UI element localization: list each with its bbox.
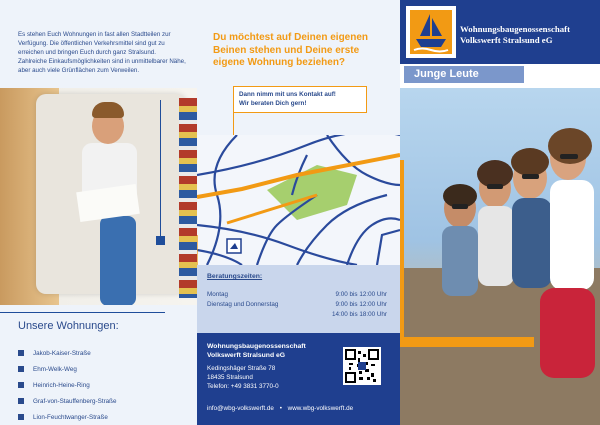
contact-line-1: Dann nimm mit uns Kontakt auf! xyxy=(239,91,336,98)
street-name: Lion-Feuchtwanger-Straße xyxy=(33,413,108,421)
company-line-2: Volkswerft Stralsund eG xyxy=(207,351,286,359)
list-item xyxy=(18,361,117,377)
company-name xyxy=(207,343,332,360)
square-bullet-icon xyxy=(18,350,24,356)
email-link[interactable]: info@wbg-volkswerft.de xyxy=(207,405,274,412)
headline: Du möchtest auf Deinen eigenen Beinen stehen und Deine erste eigene Wohnung beziehen? xyxy=(213,32,369,68)
section-tab xyxy=(404,66,524,83)
left-panel xyxy=(0,0,197,425)
contact-callout xyxy=(233,86,367,113)
company-line-1: Wohnungsbaugenossenschaft xyxy=(207,343,306,350)
city: 18435 Stralsund xyxy=(207,374,253,381)
person-hair xyxy=(92,102,124,118)
list-item xyxy=(18,345,117,361)
hours-time: 9:00 bis 12:00 Uhr xyxy=(335,291,387,298)
address-block xyxy=(197,333,400,425)
orange-accent-frame xyxy=(400,160,534,347)
qr-svg xyxy=(345,349,379,383)
tab-label: Junge Leute xyxy=(414,68,479,80)
list-item xyxy=(18,377,117,393)
brand-line-2: Volkswerft Stralsund eG xyxy=(460,34,553,45)
square-bullet-icon xyxy=(18,366,24,372)
company-logo xyxy=(406,6,456,58)
hours-title: Beratungszeiten: xyxy=(207,273,263,280)
square-bullet-icon xyxy=(18,414,24,420)
decor-square xyxy=(156,236,165,245)
decor-line xyxy=(160,100,161,240)
website-link[interactable]: www.wbg-volkswerft.de xyxy=(287,405,354,412)
intro-text: Es stehen Euch Wohnungen in fast allen Stadtteilen zur Verfügung. Die öffentlichen Verkehrsmittel sind gut zu erreichen und bringen Euch durch ganz Stralsund. Zahlreiche Einkaufsmöglichkeiten sind in unmittelbarer Nähe, aber auch viele Grünflächen zum Verweilen. xyxy=(18,31,186,74)
map-road xyxy=(377,230,400,265)
brand-name xyxy=(460,24,570,45)
street-name: Heinrich-Heine-Ring xyxy=(33,381,90,389)
square-bullet-icon xyxy=(18,382,24,388)
street-name: Ehm-Welk-Weg xyxy=(33,365,77,373)
man-on-sofa-photo xyxy=(0,88,197,305)
street-address: Kedingshäger Straße 78 xyxy=(207,365,276,372)
hours-time: 14:00 bis 18:00 Uhr xyxy=(332,311,387,318)
square-bullet-icon xyxy=(18,398,24,404)
map-road xyxy=(197,135,400,175)
bookshelf xyxy=(179,98,197,298)
hours-time: 9:00 bis 12:00 Uhr xyxy=(335,301,387,308)
hours-row xyxy=(207,291,387,298)
brand-header xyxy=(400,0,600,64)
hours-day: Montag xyxy=(207,291,229,298)
opening-hours xyxy=(197,265,400,333)
wohnungen-title: Unsere Wohnungen: xyxy=(18,320,119,332)
qr-code-icon[interactable] xyxy=(343,347,381,385)
separator: • xyxy=(279,405,282,412)
street-name: Graf-von-Stauffenberg-Straße xyxy=(33,397,117,405)
list-item xyxy=(18,393,117,409)
location-map xyxy=(197,135,400,265)
person-legs xyxy=(100,216,136,305)
map-svg xyxy=(197,135,400,265)
right-panel xyxy=(400,0,600,425)
list-item xyxy=(18,409,117,425)
map-road xyxy=(347,218,400,265)
map-road xyxy=(197,225,357,265)
decor-line-h xyxy=(0,312,165,313)
hours-day: Dienstag und Donnerstag xyxy=(207,301,279,308)
middle-panel xyxy=(197,0,400,425)
ship-logo-icon xyxy=(406,6,456,58)
street-name: Jakob-Kaiser-Straße xyxy=(33,349,91,357)
contact-links xyxy=(207,405,353,412)
brand-line-1: Wohnungsbaugenossenschaft xyxy=(460,24,570,34)
phone: Telefon: +49 3831 3770-0 xyxy=(207,383,279,390)
contact-line-2: Wir beraten Dich gern! xyxy=(239,100,307,107)
street-list xyxy=(18,345,117,425)
hours-row xyxy=(207,301,387,308)
